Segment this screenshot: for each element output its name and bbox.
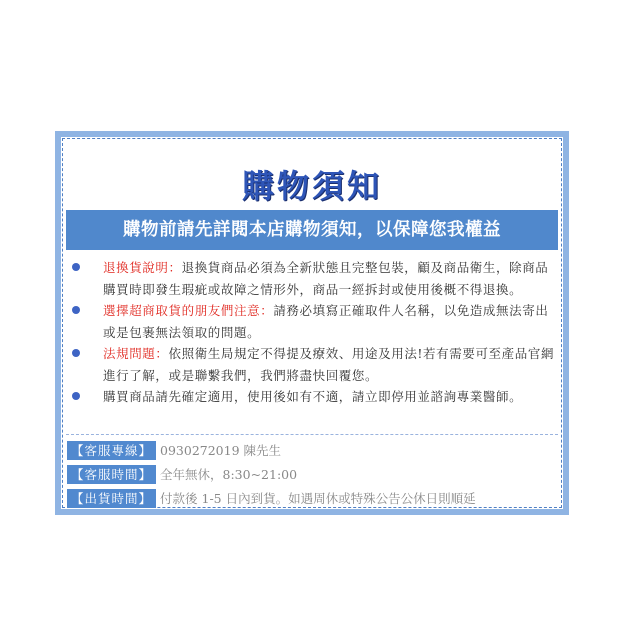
list-item [67,300,557,343]
note-text: 退換貨商品必須為全新狀態且完整包裝，顧及商品衛生，除商品購買時即發生瑕疵或故障之情形外，商品一經拆封或使用後概不得退換。 [103,260,549,297]
notice-title: 購物須知 [241,167,382,205]
service-hours-row [67,465,557,487]
info-tag: 【客服專線】 [67,441,156,460]
info-tag: 【客服時間】 [67,465,156,484]
list-item [67,386,557,408]
info-value: 0930272019 陳先生 [160,443,282,458]
notice-banner: 購物前請先詳閱本店購物須知，以保障您我權益 [66,210,558,250]
note-text: 依照衛生局規定不得提及療效、用途及用法!若有需要可至產品官網進行了解，或是聯繫我們，我們將盡快回覆您。 [103,346,555,383]
info-tag: 【出貨時間】 [67,489,156,508]
note-label: 退換貨說明： [103,260,182,275]
note-label: 法規問題： [103,346,169,361]
note-label: 選擇超商取貨的朋友們注意： [103,303,274,318]
info-value: 全年無休，8:30~21:00 [160,467,298,482]
shipping-time-row [67,489,557,511]
shopping-notice-frame [55,131,569,515]
service-info [67,441,557,513]
service-phone-row [67,441,557,463]
bullet-icon [72,349,80,357]
list-item [67,343,557,386]
bullet-icon [72,263,80,271]
bullet-icon [72,392,80,400]
note-text: 請務必填寫正確取件人名稱，以免造成無法寄出或是包裹無法領取的問題。 [103,303,549,340]
list-item [67,257,557,300]
notes-list [67,257,557,408]
bullet-icon [72,306,80,314]
note-text: 購買商品請先確定適用，使用後如有不適，請立即停用並諮詢專業醫師。 [103,389,523,404]
info-value: 付款後 1-5 日內到貨。如遇周休或特殊公告公休日則順延 [160,491,476,506]
section-divider [66,434,558,435]
